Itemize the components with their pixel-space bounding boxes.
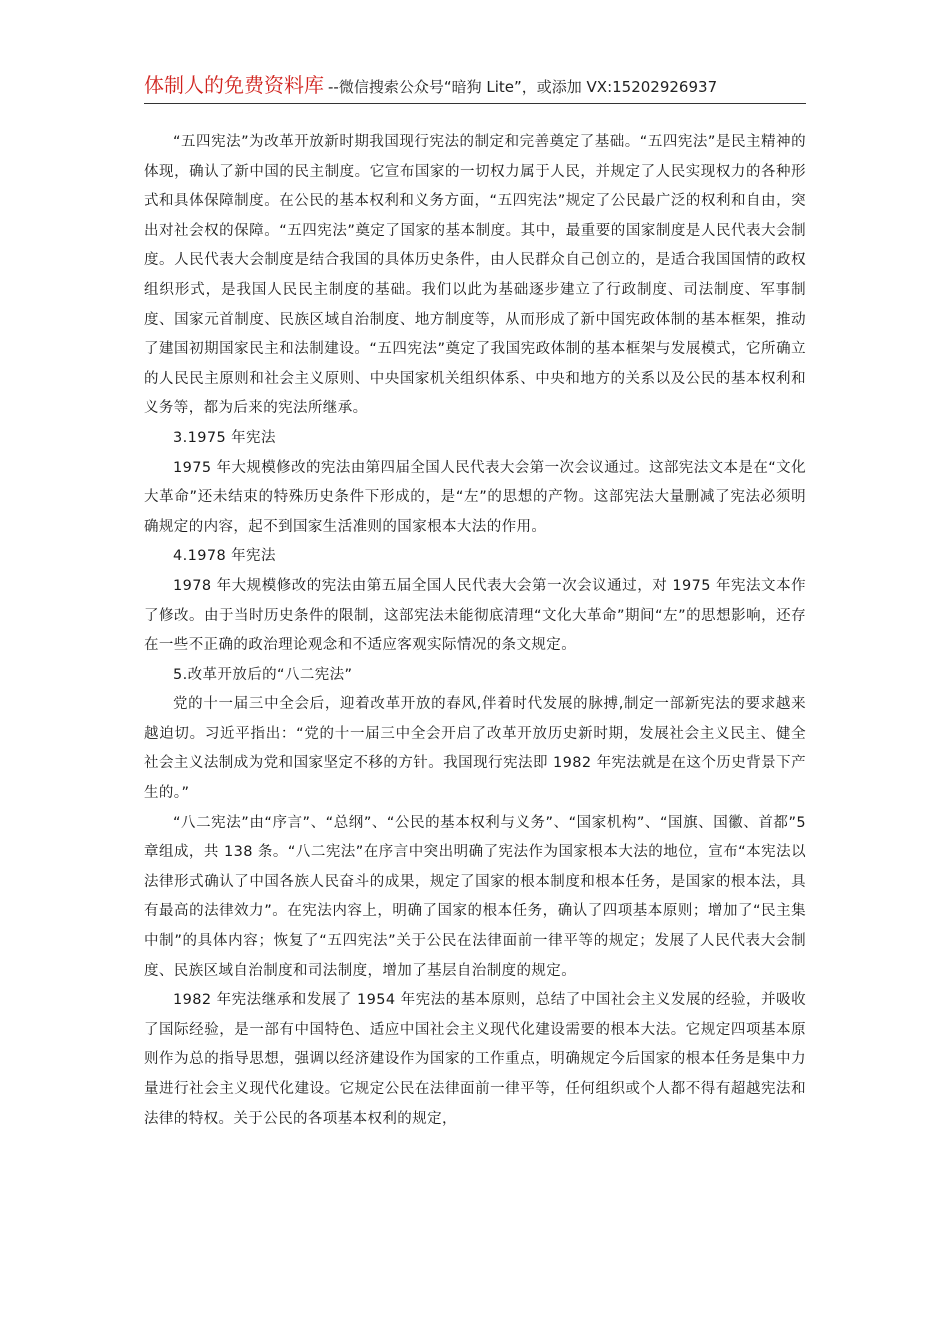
section-heading-1978: 4.1978 年宪法 bbox=[173, 548, 276, 565]
header-brand: 体制人的免费资料库 bbox=[144, 73, 324, 97]
paragraph-wusi-constitution: “五四宪法”为改革开放新时期我国现行宪法的制定和完善奠定了基础。“五四宪法”是民主精神的体现，确认了新中国的民主制度。它宣布国家的一切权力属于人民，并规定了人民实现权力的各种形式和具体保障制度。在公民的基本权利和义务方面，“五四宪法”规定了公民最广泛的权利和自由，突出对社会权的保障。“五四宪法”奠定了国家的基本制度。其中，最重要的国家制度是人民代表大会制度。人民代表大会制度是结合我国的具体历史条件，由人民群众自己创立的，是适合我国国情的政权组织形式，是我国人民民主制度的基础。我们以此为基础逐步建立了行政制度、司法制度、军事制度、国家元首制度、民族区域自治制度、地方制度等，从而形成了新中国宪政体制的基本框架，推动了建国初期国家民主和法制建设。“五四宪法”奠定了我国宪政体制的基本框架与发展模式，它所确立的人民民主原则和社会主义原则、中央国家机关组织体系、中央和地方的关系以及公民的基本权利和义务等，都为后来的宪法所继承。 bbox=[144, 134, 806, 417]
paragraph-1975-constitution: 1975 年大规模修改的宪法由第四届全国人民代表大会第一次会议通过。这部宪法文本是在“文化大革命”还未结束的特殊历史条件下形成的，是“左”的思想的产物。这部宪法大量删减了宪法必须明确规定的内容，起不到国家生活准则的国家根本大法的作用。 bbox=[144, 459, 806, 535]
paragraph-1978-constitution: 1978 年大规模修改的宪法由第五届全国人民代表大会第一次会议通过，对 1975 年宪法文本作了修改。由于当时历史条件的限制，这部宪法未能彻底清理“文化大革命”期间“左”的思想影响，还存在一些不正确的政治理论观念和不适应客观实际情况的条文规定。 bbox=[144, 577, 806, 654]
section-heading-1982: 5.改革开放后的“八二宪法” bbox=[173, 666, 353, 683]
paragraph-1982-structure: “八二宪法”由“序言”、“总纲”、“公民的基本权利与义务”、“国家机构”、“国旗、国徽、首都”5 章组成，共 138 条。“八二宪法”在序言中突出明确了宪法作为国家根本大法的地位，宣布“本宪法以法律形式确认了中国各族人民奋斗的成果，规定了国家的根本制度和根本任务，是国家的根本法，具有最高的法律效力”。在宪法内容上，明确了国家的根本任务，确认了四项基本原则；增加了“民主集中制”的具体内容；恢复了“五四宪法”关于公民在法律面前一律平等的规定；发展了人民代表大会制度、民族区域自治制度和司法制度，增加了基层自治制度的规定。 bbox=[144, 814, 806, 979]
page-header bbox=[144, 70, 806, 104]
header-contact: --微信搜索公众号“暗狗 Lite”，或添加 VX:15202926937 bbox=[328, 78, 718, 96]
document-body bbox=[144, 128, 806, 1134]
paragraph-1982-principles: 1982 年宪法继承和发展了 1954 年宪法的基本原则，总结了中国社会主义发展的经验，并吸收了国际经验，是一部有中国特色、适应中国社会主义现代化建设需要的根本大法。它规定四项基本原则作为总的指导思想，强调以经济建设作为国家的工作重点，明确规定今后国家的根本任务是集中力量进行社会主义现代化建设。它规定公民在法律面前一律平等，任何组织或个人都不得有超越宪法和法律的特权。关于公民的各项基本权利的规定， bbox=[144, 992, 806, 1127]
paragraph-1982-background: 党的十一届三中全会后，迎着改革开放的春风,伴着时代发展的脉搏,制定一部新宪法的要求越来越迫切。习近平指出：“党的十一届三中全会开启了改革开放历史新时期，发展社会主义民主、健全社会主义法制成为党和国家坚定不移的方针。我国现行宪法即 1982 年宪法就是在这个历史背景下产生的。” bbox=[144, 696, 806, 802]
section-heading-1975: 3.1975 年宪法 bbox=[173, 429, 276, 446]
